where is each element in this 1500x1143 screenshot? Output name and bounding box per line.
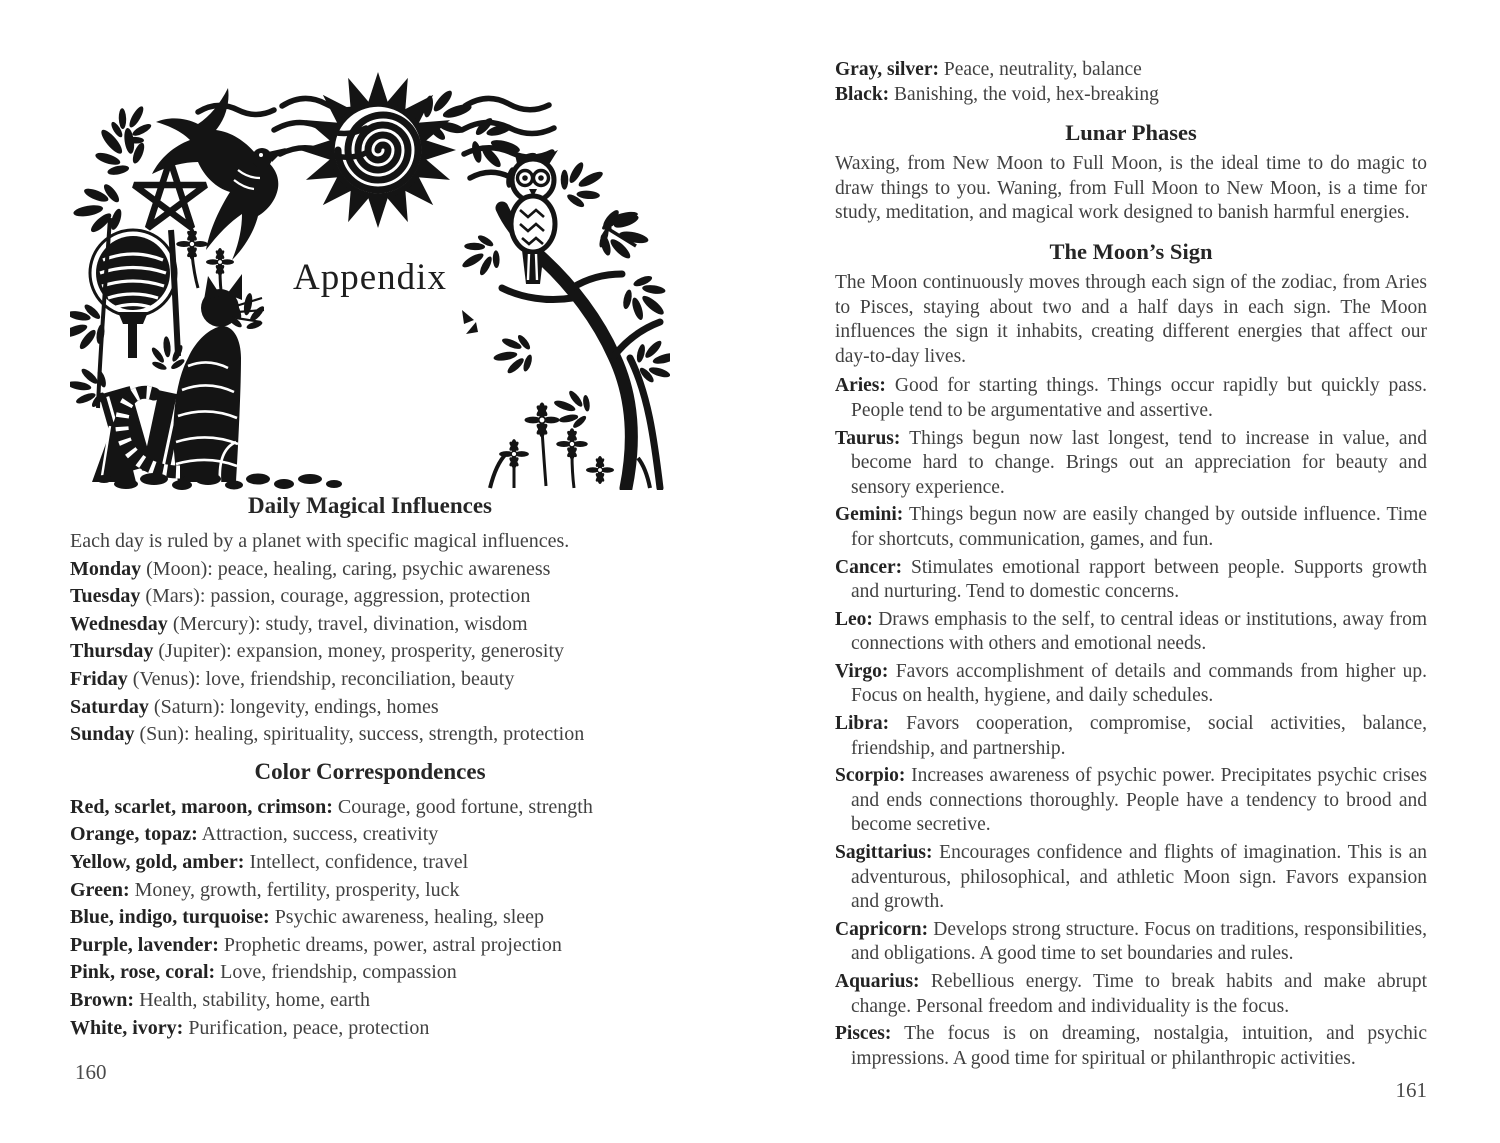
zodiac-entry-pisces	[835, 1022, 1427, 1071]
day-entry-lead: Friday	[70, 667, 128, 690]
color-entry-lead: Pink, rose, coral:	[70, 961, 216, 984]
color-entry-lead: Black:	[835, 83, 890, 105]
zodiac-list	[835, 374, 1427, 1071]
color-entry-purple	[70, 932, 670, 960]
day-entry-friday	[70, 666, 670, 694]
page-number-right: 161	[1395, 1078, 1427, 1102]
color-entry-lead: Brown:	[70, 988, 135, 1011]
zodiac-entry-text: Draws emphasis to the self, to central ideas or institutions, away from connections with others and emotional needs.	[851, 608, 1427, 655]
day-entry-lead: Sunday	[70, 723, 135, 746]
day-entry-wednesday	[70, 611, 670, 639]
zodiac-entry-text: Things begun now are easily changed by outside influence. Time for shortcuts, communication, games, and fun.	[851, 504, 1427, 550]
day-entry-sunday	[70, 721, 670, 749]
color-entry-text: Psychic awareness, healing, sleep	[269, 906, 545, 929]
zodiac-entry-lead: Pisces:	[835, 1023, 892, 1045]
zodiac-entry-lead: Scorpio:	[835, 765, 906, 787]
left-page	[70, 0, 670, 1042]
zodiac-entry-cancer	[835, 556, 1427, 605]
illustration-title: Appendix	[293, 257, 447, 298]
day-entry-text: (Mars): passion, courage, aggression, protection	[140, 585, 531, 608]
color-entry-lead: Orange, topaz:	[70, 823, 198, 846]
zodiac-entry-lead: Aries:	[835, 375, 886, 397]
zodiac-entry-taurus	[835, 427, 1427, 501]
color-entry-red	[70, 794, 670, 822]
zodiac-entry-lead: Cancer:	[835, 556, 903, 578]
section-heading-daily-influences: Daily Magical Influences	[247, 493, 493, 518]
color-entry-lead: Yellow, gold, amber:	[70, 850, 245, 873]
zodiac-entry-gemini	[835, 503, 1427, 552]
butterfly-icon	[462, 310, 478, 334]
color-entry-text: Prophetic dreams, power, astral projection	[218, 933, 562, 956]
section-heading-color-correspondences: Color Correspondences	[254, 758, 486, 784]
color-entry-text: Purification, peace, protection	[183, 1016, 430, 1039]
color-entry-lead: Green:	[70, 878, 130, 901]
color-entry-lead: Red, scarlet, maroon, crimson:	[70, 795, 333, 818]
color-entry-lead: White, ivory:	[70, 1016, 184, 1039]
zodiac-entry-aries	[835, 374, 1427, 423]
color-entry-white	[70, 1015, 670, 1043]
right-page	[835, 0, 1427, 1074]
zodiac-entry-text: Encourages confidence and flights of imagination. This is an adventurous, philosophical, and athletic Moon sign. Favors expansion and growth.	[851, 842, 1427, 913]
color-entry-text: Peace, neutrality, balance	[938, 59, 1142, 80]
zodiac-entry-text: Things begun now last longest, tend to increase in value, and become hard to change. Brings out an appreciation for beauty and sensory experience.	[851, 427, 1427, 498]
color-entry-blue	[70, 904, 670, 932]
zodiac-entry-lead: Taurus:	[835, 427, 901, 449]
zodiac-entry-lead: Capricorn:	[835, 918, 929, 940]
day-entry-lead: Saturday	[70, 695, 149, 718]
color-entry-text: Intellect, confidence, travel	[244, 850, 469, 873]
page-number-left: 160	[75, 1060, 107, 1084]
zodiac-entry-virgo	[835, 660, 1427, 709]
zodiac-entry-text: Increases awareness of psychic power. Precipitates psychic crises and ends connections thoroughly. People have a tendency to brood and become secretive.	[851, 765, 1427, 836]
color-entry-text: Money, growth, fertility, prosperity, luck	[129, 878, 460, 901]
color-entry-brown	[70, 987, 670, 1015]
zodiac-entry-lead: Sagittarius:	[835, 842, 933, 864]
zodiac-entry-lead: Leo:	[835, 608, 873, 630]
color-entry-gray	[835, 58, 1427, 83]
section-heading-lunar-phases: Lunar Phases	[1065, 120, 1197, 146]
day-entry-lead: Wednesday	[70, 612, 168, 635]
zodiac-entry-lead: Aquarius:	[835, 971, 920, 992]
zodiac-entry-text: The focus is on dreaming, nostalgia, intuition, and psychic impressions. A good time for spiritual or philanthropic activities.	[851, 1023, 1427, 1069]
zodiac-entry-text: Develops strong structure. Focus on traditions, responsibilities, and obligations. A good time to set boundaries and rules.	[851, 918, 1427, 965]
lunar-phases-body: Waxing, from New Moon to Full Moon, is the ideal time to do magic to draw things to you. Waning, from Full Moon to New Moon, is a time for study, meditation, and magical work designed to banish harmful energies.	[835, 153, 1427, 224]
day-entry-thursday	[70, 638, 670, 666]
zodiac-entry-leo	[835, 608, 1427, 657]
day-entry-tuesday	[70, 583, 670, 611]
moons-sign-body: The Moon continuously moves through each sign of the zodiac, from Aries to Pisces, staying about two and a half days in each sign. The Moon influences the sign it inhabits, creating different energies that affect our day-to-day lives.	[835, 271, 1427, 367]
zodiac-entry-aquarius	[835, 970, 1427, 1019]
day-entry-text: (Jupiter): expansion, money, prosperity, generosity	[153, 640, 565, 663]
zodiac-entry-text: Good for starting things. Things occur rapidly but quickly pass. People tend to be argumentative and assertive.	[851, 375, 1427, 421]
day-entry-lead: Monday	[70, 557, 142, 580]
color-entry-text: Courage, good fortune, strength	[332, 795, 593, 818]
day-entry-lead: Thursday	[70, 640, 154, 663]
zodiac-entry-text: Stimulates emotional rapport between people. Supports growth and nurturing. Tend to domestic concerns.	[851, 556, 1427, 603]
zodiac-entry-sagittarius	[835, 841, 1427, 915]
day-entry-lead: Tuesday	[70, 585, 141, 608]
day-entry-text: (Moon): peace, healing, caring, psychic awareness	[141, 557, 551, 580]
zodiac-entry-libra	[835, 712, 1427, 761]
color-entry-lead: Purple, lavender:	[70, 933, 219, 956]
zodiac-entry-capricorn	[835, 918, 1427, 967]
color-entry-lead: Gray, silver:	[835, 59, 939, 80]
day-entry-text: (Venus): love, friendship, reconciliation, beauty	[127, 667, 515, 690]
color-entry-orange	[70, 821, 670, 849]
color-entry-text: Love, friendship, compassion	[215, 961, 457, 984]
color-entry-pink	[70, 959, 670, 987]
day-entry-monday	[70, 556, 670, 584]
daily-influences-intro: Each day is ruled by a planet with specific magical influences.	[70, 530, 570, 552]
appendix-illustration	[70, 58, 670, 490]
color-entry-black	[835, 83, 1427, 108]
color-entry-text: Attraction, success, creativity	[197, 823, 439, 846]
color-entry-text: Health, stability, home, earth	[134, 988, 370, 1011]
color-entry-yellow	[70, 849, 670, 877]
day-entry-text: (Mercury): study, travel, divination, wisdom	[167, 612, 528, 635]
day-entry-saturday	[70, 694, 670, 722]
zodiac-entry-text: Favors cooperation, compromise, social activities, balance, friendship, and partnership.	[851, 713, 1427, 759]
color-entry-green	[70, 877, 670, 905]
day-entry-text: (Saturn): longevity, endings, homes	[148, 695, 439, 718]
color-entry-text: Banishing, the void, hex-breaking	[889, 83, 1159, 105]
zodiac-entry-scorpio	[835, 764, 1427, 838]
day-entry-text: (Sun): healing, spirituality, success, strength, protection	[134, 723, 585, 746]
zodiac-entry-lead: Virgo:	[835, 660, 889, 682]
zodiac-entry-text: Favors accomplishment of details and commands from higher up. Focus on health, hygiene, and daily schedules.	[851, 660, 1427, 707]
zodiac-entry-lead: Libra:	[835, 713, 890, 735]
zodiac-entry-text: Rebellious energy. Time to break habits and make abrupt change. Personal freedom and individuality is the focus.	[851, 971, 1427, 1017]
zodiac-entry-lead: Gemini:	[835, 504, 904, 526]
color-entry-lead: Blue, indigo, turquoise:	[70, 906, 270, 929]
section-heading-moons-sign: The Moon’s Sign	[1049, 238, 1213, 264]
